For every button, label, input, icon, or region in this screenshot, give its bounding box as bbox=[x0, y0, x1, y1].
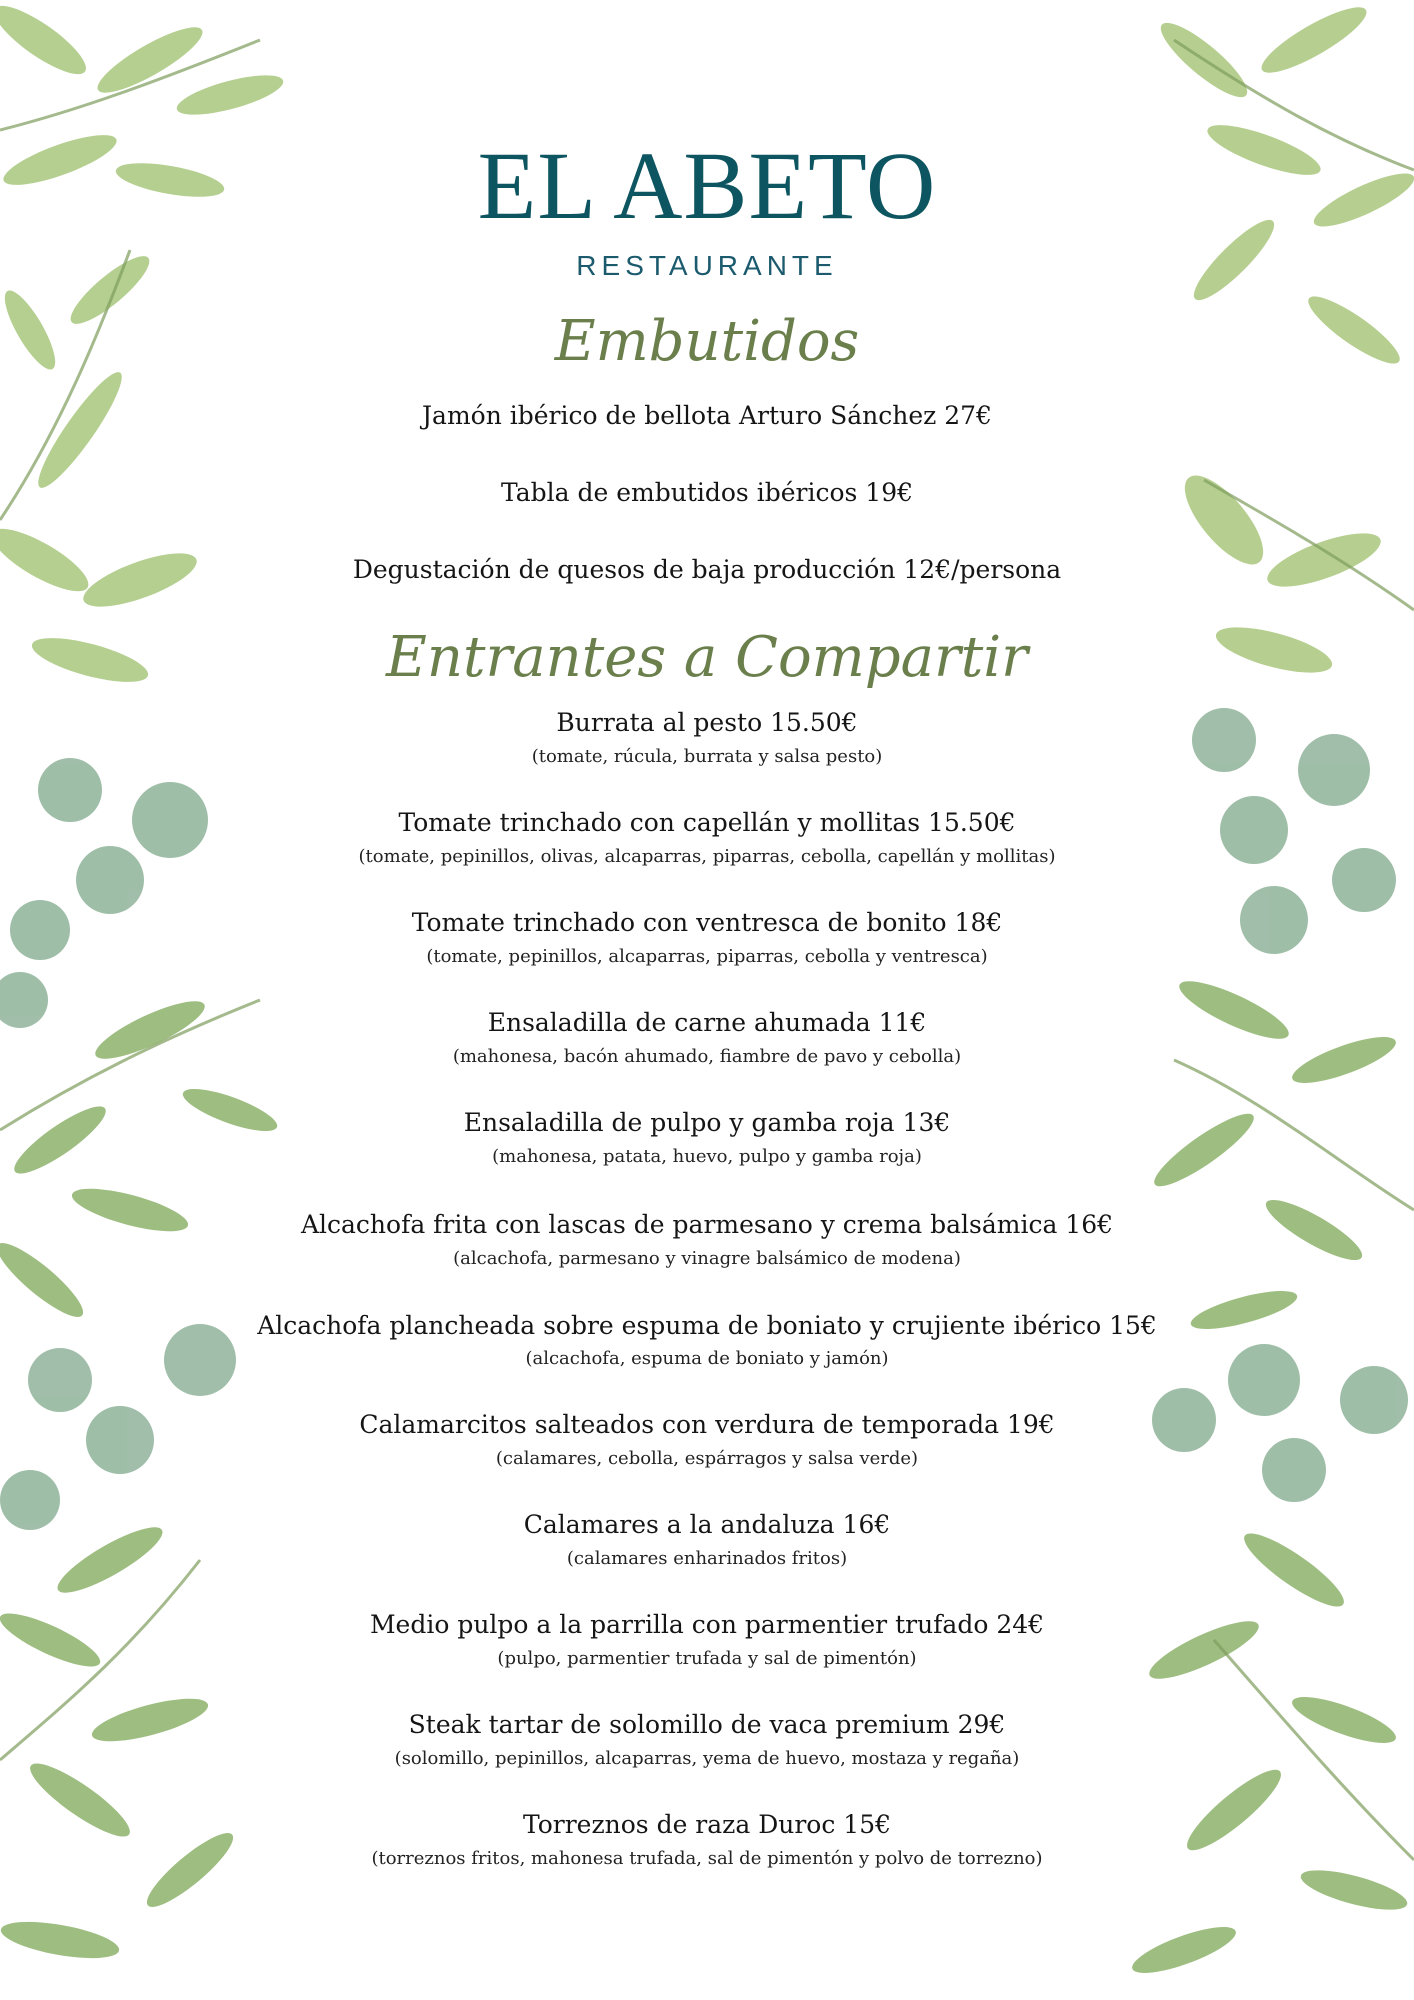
menu-item-name: Torreznos de raza Duroc 15€ bbox=[522, 1810, 892, 1839]
menu-item-description: (torreznos fritos, mahonesa trufada, sal de pimentón y polvo de torrezno) bbox=[371, 1848, 1043, 1869]
menu-item-description: (tomate, pepinillos, alcaparras, piparras, cebolla y ventresca) bbox=[426, 946, 988, 967]
menu-item-description: (pulpo, parmentier trufada y sal de pimentón) bbox=[497, 1648, 917, 1669]
menu-item-name: Ensaladilla de carne ahumada 11€ bbox=[487, 1008, 927, 1037]
menu-item-name: Ensaladilla de pulpo y gamba roja 13€ bbox=[463, 1108, 951, 1137]
menu-item-name: Alcachofa plancheada sobre espuma de boniato y crujiente ibérico 15€ bbox=[257, 1311, 1157, 1340]
menu-item-name: Alcachofa frita con lascas de parmesano y crema balsámica 16€ bbox=[300, 1210, 1114, 1239]
menu-item-name: Calamarcitos salteados con verdura de temporada 19€ bbox=[359, 1410, 1055, 1439]
menu-item-description: (mahonesa, bacón ahumado, fiambre de pavo y cebolla) bbox=[452, 1046, 962, 1067]
menu-item-name: Medio pulpo a la parrilla con parmentier trufado 24€ bbox=[369, 1610, 1045, 1639]
section-title-embutidos: Embutidos bbox=[554, 309, 860, 374]
menu-item-name: Steak tartar de solomillo de vaca premium 29€ bbox=[408, 1710, 1006, 1739]
restaurant-subtitle: RESTAURANTE bbox=[576, 250, 838, 281]
menu-item-description: (alcachofa, espuma de boniato y jamón) bbox=[525, 1348, 889, 1369]
restaurant-name: EL ABETO bbox=[477, 132, 937, 239]
menu-item-description: (calamares enharinados fritos) bbox=[566, 1548, 848, 1569]
menu-item-description: (solomillo, pepinillos, alcaparras, yema de huevo, mostaza y regaña) bbox=[394, 1748, 1020, 1769]
menu-item-name: Burrata al pesto 15.50€ bbox=[556, 708, 858, 737]
section-title-entrantes: Entrantes a Compartir bbox=[386, 625, 1028, 690]
menu-item-name: Tomate trinchado con ventresca de bonito 18€ bbox=[411, 908, 1003, 937]
menu-item-name: Tabla de embutidos ibéricos 19€ bbox=[501, 478, 913, 507]
menu-item-description: (mahonesa, patata, huevo, pulpo y gamba roja) bbox=[492, 1146, 922, 1167]
menu-item-description: (tomate, rúcula, burrata y salsa pesto) bbox=[531, 746, 883, 767]
menu-item-description: (alcachofa, parmesano y vinagre balsámico de modena) bbox=[453, 1248, 961, 1269]
menu-item-description: (tomate, pepinillos, olivas, alcaparras, piparras, cebolla, capellán y mollitas) bbox=[358, 846, 1056, 867]
menu-item-name: Tomate trinchado con capellán y mollitas 15.50€ bbox=[398, 808, 1016, 837]
menu-item-name: Degustación de quesos de baja producción 12€/persona bbox=[352, 555, 1062, 584]
menu-item-name: Jamón ibérico de bellota Arturo Sánchez 27€ bbox=[422, 401, 992, 430]
menu-content bbox=[250, 0, 1164, 2000]
menu-item-description: (calamares, cebolla, espárragos y salsa verde) bbox=[495, 1448, 919, 1469]
menu-item-name: Calamares a la andaluza 16€ bbox=[523, 1510, 891, 1539]
